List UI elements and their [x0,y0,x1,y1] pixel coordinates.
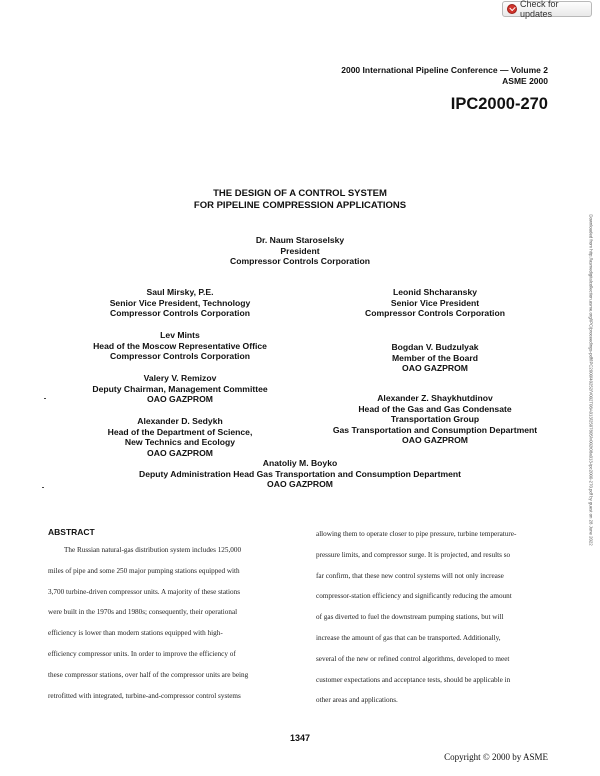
scan-speck [44,398,46,399]
author-name: Anatoliy M. Boyko [262,458,338,468]
author-block-boyko [0,458,600,490]
abstract-line: other areas and applications. [316,696,398,705]
author-role-continued: Transportation Group [390,414,480,424]
author-block-remizov [80,373,280,405]
abstract-line: efficiency compressor units. In order to improve the efficiency of [48,649,236,658]
author-org: Compressor Controls Corporation [365,308,505,318]
author-department: Gas Transportation and Consumption Department [332,424,538,435]
abstract-line: several of the new or refined control algorithms, developed to meet [316,654,510,663]
author-org: Compressor Controls Corporation [230,256,370,266]
author-role: President [280,245,320,256]
author-role: Member of the Board [392,352,478,363]
author-block-shaykhutdinov [315,393,555,446]
author-role: Deputy Administration Head Gas Transportation and Consumption Department [139,468,461,479]
check-for-updates-button[interactable] [502,1,592,17]
author-org: Compressor Controls Corporation [110,351,250,361]
author-name: Bogdan V. Budzulyak [391,342,479,352]
abstract-line: 3,700 turbine-driven compressor units. A majority of these stations [48,587,241,596]
author-org: Compressor Controls Corporation [110,308,250,318]
download-note [588,160,594,600]
author-role: Senior Vice President [390,297,480,308]
author-org: OAO GAZPROM [147,394,213,404]
conference-name: 2000 International Pipeline Conference — Volume 2 [341,65,548,75]
author-org: OAO GAZPROM [147,447,213,458]
abstract-line: of gas diverted to fuel the downstream pumping stations, but will [316,613,504,622]
abstract-right-column [316,524,556,711]
author-name: Alexander D. Sedykh [137,416,223,426]
abstract-line: compressor-station efficiency and significantly reducing the amount [316,592,512,601]
author-role-continued: New Technics and Ecology [124,437,236,447]
author-name: Alexander Z. Shaykhutdinov [377,393,493,403]
download-note-text: Downloaded from http://asmedigitalcollection.asme.org/IPC/proceedings-pdf/IPC2000/40252/V002T08A013/2507805/v002t08a013-ipc2000-270.pdf by guest on 28 June 2022 [588,214,594,546]
abstract-line: efficiency is lower than modern stations equipped with high- [48,629,223,638]
check-for-updates-label: Check for updates [520,0,559,19]
abstract-heading: ABSTRACT [48,527,95,537]
author-org: OAO GAZPROM [267,479,333,489]
copyright-notice: Copyright © 2000 by ASME [444,752,548,762]
abstract-line: The Russian natural-gas distribution system includes 125,000 [64,546,242,554]
author-org: OAO GAZPROM [402,363,468,373]
abstract-line: retrofitted with integrated, turbine-and-compressor control systems [48,691,241,700]
author-role: Head of the Department of Science, [107,426,253,437]
abstract-line: increase the amount of gas that can be transported. Additionally, [316,633,501,642]
page-number: 1347 [289,733,311,743]
abstract-line: were built in the 1970s and 1980s; consequently, their operational [48,608,238,617]
author-role: Senior Vice President, Technology [109,297,251,308]
author-block-lead [0,235,600,267]
author-name: Leonid Shcharansky [392,287,478,297]
abstract-line: allowing them to operate closer to pipe pressure, turbine temperature- [316,530,517,538]
scan-speck [42,487,44,488]
author-name: Lev Mints [160,330,200,340]
paper-id: IPC2000-270 [450,95,548,113]
author-block-mints [80,330,280,362]
author-org: OAO GAZPROM [402,435,468,445]
abstract-line: miles of pipe and some 250 major pumping stations equipped with [48,566,240,575]
publisher: ASME 2000 [502,76,548,86]
paper-title-line-2: FOR PIPELINE COMPRESSION APPLICATIONS [193,200,407,211]
paper-title-line-1: THE DESIGN OF A CONTROL SYSTEM [213,188,387,199]
abstract-line: these compressor stations, over half of the compressor units are being [48,670,249,679]
author-block-budzulyak [345,342,525,374]
abstract-line: customer expectations and acceptance tests, should be applicable in [316,675,511,684]
author-name: Valery V. Remizov [143,373,217,383]
abstract-line: pressure limits, and compressor surge. It is projected, and results so [316,550,511,559]
author-block-sedykh [80,416,280,458]
check-for-updates-icon [507,4,517,14]
abstract-line: far confirm, that these new control systems will not only increase [316,571,504,580]
author-name: Saul Mirsky, P.E. [146,287,214,297]
author-name: Dr. Naum Staroselsky [255,235,345,245]
author-role: Head of the Gas and Gas Condensate [358,403,512,414]
author-block-shcharansky [345,287,525,319]
author-role: Head of the Moscow Representative Office [93,340,267,351]
author-block-mirsky [90,287,270,319]
abstract-left-column [48,540,288,706]
author-role: Deputy Chairman, Management Committee [92,383,268,394]
